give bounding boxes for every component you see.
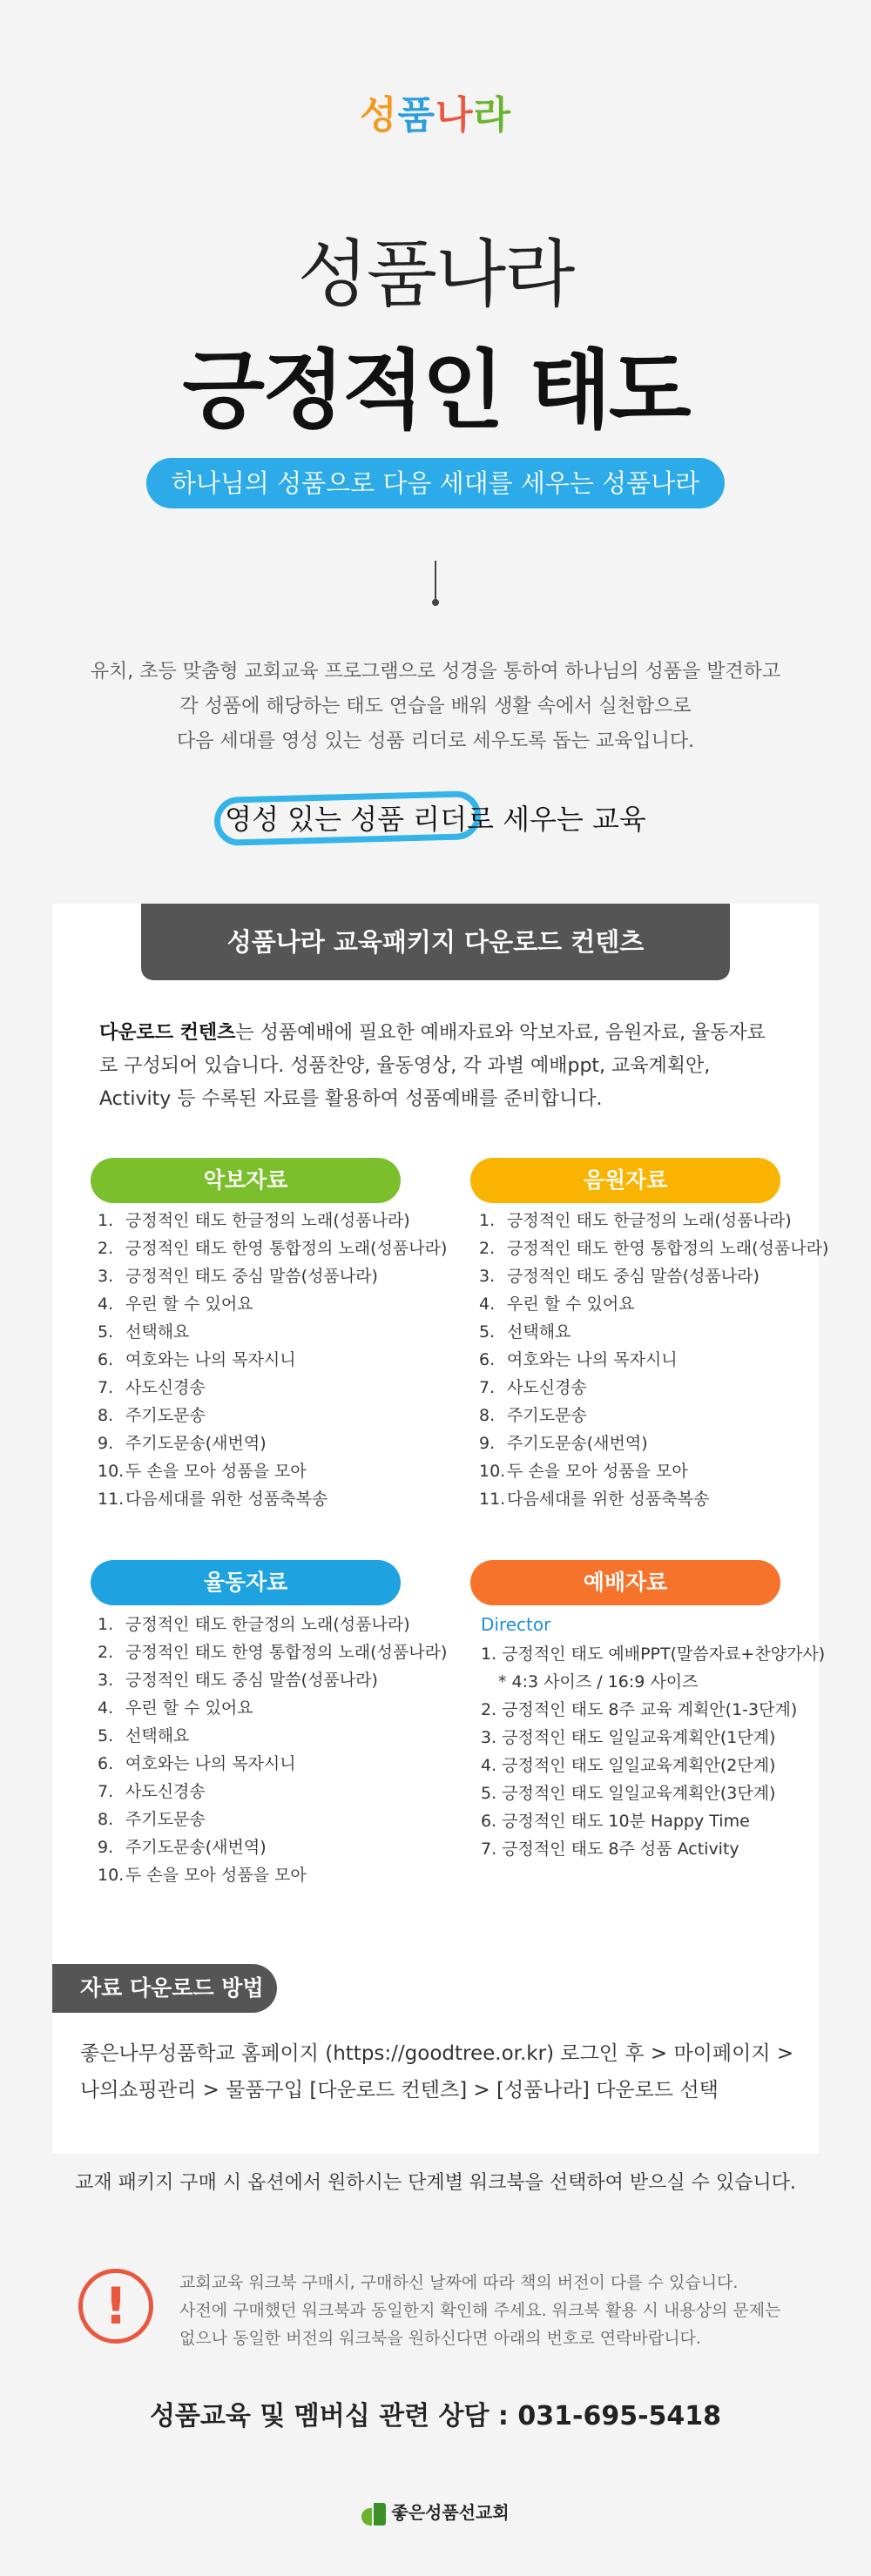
logo-char: 품	[397, 93, 436, 138]
list-item: 4. 우린 할 수 있어요	[98, 1698, 253, 1718]
list-item: * 4:3 사이즈 / 16:9 사이즈	[498, 1672, 699, 1692]
brand-logo	[0, 84, 871, 139]
list-item: 10.두 손을 모아 성품을 모아	[98, 1866, 307, 1885]
list-item: 1. 긍정적인 태도 한글정의 노래(성품나라)	[479, 1211, 792, 1230]
list-item: 1. 긍정적인 태도 한글정의 노래(성품나라)	[98, 1211, 410, 1230]
tagline-pill: 하나님의 성품으로 다음 세대를 세우는 성품나라	[146, 458, 725, 508]
highlight-text: 영성 있는 성품 리더로 세우는 교육	[225, 803, 646, 836]
warning-text	[179, 2269, 807, 2352]
download-line: 나의쇼핑관리 > 물품구입 [다운로드 컨텐츠] > [성품나라] 다운로드 선택	[80, 2079, 719, 2102]
panel-heading: 성품나라 교육패키지 다운로드 컨텐츠	[141, 904, 730, 980]
list-item: 3. 긍정적인 태도 중심 말씀(성품나라)	[98, 1671, 378, 1690]
desc-bold: 다운로드 컨텐츠	[99, 1022, 236, 1044]
intro-line: 유치, 초등 맞춤형 교회교육 프로그램으로 성경을 통하여 하나님의 성품을 발견하고	[90, 661, 781, 683]
footer-logo	[0, 2499, 871, 2526]
logo-char: 성	[359, 93, 398, 138]
audio-list	[479, 1207, 828, 1513]
list-item: 6. 긍정적인 태도 10분 Happy Time	[481, 1812, 750, 1831]
list-item: 7. 긍정적인 태도 8주 성품 Activity	[481, 1840, 739, 1859]
panel-description	[99, 1017, 779, 1116]
list-item: 1. 긍정적인 태도 한글정의 노래(성품나라)	[98, 1615, 410, 1634]
dance-label: 율동자료	[91, 1560, 401, 1605]
list-item: 9. 주기도문송(새번역)	[98, 1434, 267, 1453]
list-item: 3. 긍정적인 태도 중심 말씀(성품나라)	[98, 1267, 378, 1286]
list-item: 5. 선택해요	[479, 1322, 571, 1342]
download-line: 좋은나무성품학교 홈페이지 (https://goodtree.or.kr) 로그인 후 > 마이페이지 >	[80, 2042, 794, 2065]
download-method-label: 자료 다운로드 방법	[52, 1964, 277, 2013]
contact-info: 성품교육 및 멤버십 관련 상담 : 031-695-5418	[149, 2401, 722, 2431]
divider-dot	[432, 599, 439, 606]
list-item: 8. 주기도문송	[98, 1810, 206, 1829]
hero-title-line1: 성품나라	[297, 232, 574, 317]
intro-line: 다음 세대를 영성 있는 성품 리더로 세우도록 돕는 교육입니다.	[176, 730, 695, 752]
list-item: 4. 우린 할 수 있어요	[98, 1295, 253, 1314]
content-panel	[52, 904, 829, 2154]
list-item: 4. 긍정적인 태도 일일교육계획안(2단계)	[481, 1756, 776, 1775]
logo-char: 라	[473, 93, 512, 138]
list-item: 2. 긍정적인 태도 8주 교육 계획안(1-3단계)	[481, 1700, 798, 1719]
list-item: 2. 긍정적인 태도 한영 통합정의 노래(성품나라)	[479, 1239, 829, 1258]
intro-text	[87, 655, 784, 759]
download-instructions	[80, 2035, 794, 2109]
church-name: 좋은성품선교회	[391, 2502, 510, 2523]
worship-list	[481, 1640, 825, 1863]
list-item: 8. 주기도문송	[479, 1406, 587, 1425]
list-item: 11.다음세대를 위한 성품축복송	[479, 1490, 710, 1509]
list-item: 10.두 손을 모아 성품을 모아	[98, 1462, 307, 1481]
list-item: 7. 사도신경송	[98, 1378, 206, 1397]
list-item: 6. 여호와는 나의 목자시니	[479, 1350, 678, 1369]
list-item: 6. 여호와는 나의 목자시니	[98, 1754, 296, 1773]
list-item: 9. 주기도문송(새번역)	[98, 1838, 267, 1857]
warning-line: 교회교육 워크북 구매시, 구매하신 날짜에 따라 책의 버전이 다를 수 있습니다.	[179, 2273, 739, 2292]
church-logo-icon	[361, 2503, 386, 2526]
desc-rest: 는 성품예배에 필요한 예배자료와 악보자료, 음원자료, 율동자료로 구성되어 있습니다. 성품찬양, 율동영상, 각 과별 예배ppt, 교육계획안, Activity 등 수록된 자료를 활용하여 성품예배를 준비합니다.	[99, 1022, 766, 1110]
dance-list	[98, 1611, 447, 1889]
list-item: 7. 사도신경송	[479, 1378, 587, 1397]
divider-line	[435, 561, 436, 602]
warning-line: 사전에 구매했던 워크북과 동일한지 확인해 주세요. 워크북 활용 시 내용상의 문제는	[179, 2301, 781, 2320]
list-item: 9. 주기도문송(새번역)	[479, 1434, 648, 1453]
hero-title-line2: 긍정적인 태도	[182, 341, 689, 441]
list-item: 5. 선택해요	[98, 1322, 190, 1342]
warning-line: 없으나 동일한 버전의 워크북을 원하신다면 아래의 번호로 연락바랍니다.	[179, 2329, 701, 2348]
list-item: 3. 긍정적인 태도 중심 말씀(성품나라)	[479, 1267, 760, 1286]
list-item: 10.두 손을 모아 성품을 모아	[479, 1462, 688, 1481]
audio-label: 음원자료	[470, 1158, 780, 1203]
workbook-note: 교재 패키지 구매 시 옵션에서 원하시는 단계별 워크북을 선택하여 받으실 수 있습니다.	[75, 2172, 796, 2194]
list-item: 4. 우린 할 수 있어요	[479, 1295, 635, 1314]
director-label: Director	[481, 1614, 551, 1635]
warning-icon: !	[78, 2269, 153, 2344]
worship-label: 예배자료	[470, 1560, 780, 1605]
list-item: 1. 긍정적인 태도 예배PPT(말씀자료+찬양가사)	[481, 1644, 826, 1664]
list-item: 5. 긍정적인 태도 일일교육계획안(3단계)	[481, 1784, 776, 1803]
list-item: 11.다음세대를 위한 성품축복송	[98, 1490, 328, 1509]
logo-char: 나	[436, 93, 474, 138]
sheet-music-list	[98, 1207, 447, 1513]
list-item: 2. 긍정적인 태도 한영 통합정의 노래(성품나라)	[98, 1239, 448, 1258]
list-item: 6. 여호와는 나의 목자시니	[98, 1350, 296, 1369]
list-item: 3. 긍정적인 태도 일일교육계획안(1단계)	[481, 1728, 776, 1747]
list-item: 2. 긍정적인 태도 한영 통합정의 노래(성품나라)	[98, 1643, 448, 1662]
list-item: 7. 사도신경송	[98, 1782, 206, 1801]
list-item: 8. 주기도문송	[98, 1406, 206, 1425]
sheet-music-label: 악보자료	[91, 1158, 401, 1203]
intro-line: 각 성품에 해당하는 태도 연습을 배워 생활 속에서 실천함으로	[179, 696, 692, 717]
list-item: 5. 선택해요	[98, 1726, 190, 1745]
